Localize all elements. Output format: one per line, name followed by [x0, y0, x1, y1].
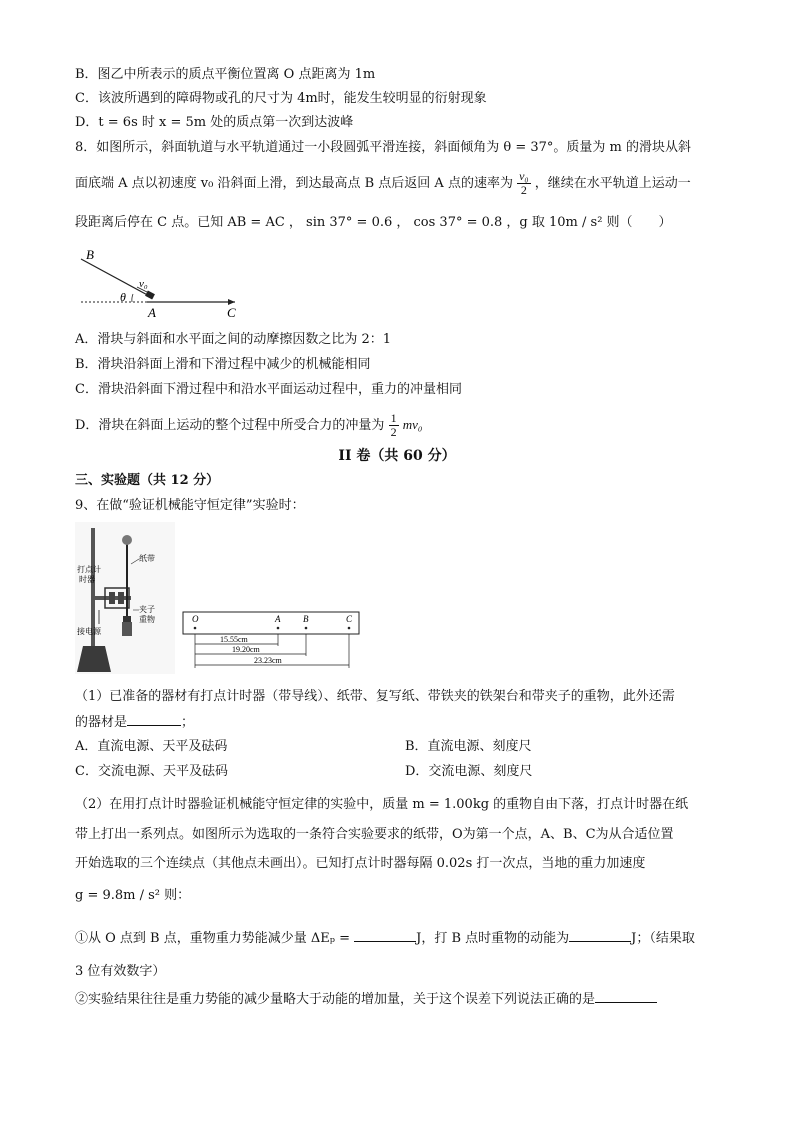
dot-o — [194, 627, 197, 630]
q9-question1 — [75, 929, 695, 948]
fraction-numerator: 1 — [390, 411, 397, 425]
label-a: A — [148, 305, 156, 320]
q9-part1-line2-text: 的器材是 — [75, 715, 128, 730]
paper-tape-diagram — [182, 608, 362, 670]
dot-b — [305, 627, 308, 630]
q8-option-a: A．滑块与斜面和水平面之间的动摩擦因数之比为 2：1 — [75, 332, 392, 347]
label-timer-1: 打点计 — [77, 565, 101, 574]
apparatus-figure — [75, 522, 175, 674]
label-power: 接电源 — [77, 627, 101, 636]
q8-stem-line2 — [75, 170, 691, 197]
q9-option-c: C．交流电源、天平及砝码 — [75, 764, 228, 779]
section-3-heading: 三、实验题（共 12 分） — [75, 473, 220, 488]
tape-strip — [183, 612, 359, 634]
q8-stem-line2-a: 面底端 A 点以初速度 v₀ 沿斜面上滑，到达最高点 B 点后返回 A 点的速率为 — [75, 176, 513, 191]
fraction-denominator: 2 — [520, 183, 527, 197]
q8-speed-fraction — [517, 170, 531, 197]
weight — [122, 622, 132, 636]
q9-question1-b: J，打 B 点时重物的动能为 — [416, 931, 570, 946]
distance-oa: 15.55cm — [220, 635, 248, 644]
label-clip: 夹子 — [139, 605, 155, 614]
q9-option-b: B．直流电源、刻度尺 — [405, 739, 532, 754]
timer-coil — [109, 592, 115, 604]
q9-part2-line2: 带上打出一系列点。如图所示为选取的一条符合实验要求的纸带，O为第一个点，A、B、C为从合适位置 — [75, 827, 674, 842]
label-point-c: C — [346, 614, 353, 624]
angle-arc — [132, 294, 133, 302]
label-timer-2: 时器 — [79, 575, 95, 584]
q9-option-a: A．直流电源、天平及砝码 — [75, 739, 228, 754]
q9-question1-continued: 3 位有效数字） — [75, 964, 166, 979]
q8-option-d-fraction — [389, 412, 399, 439]
label-b: B — [86, 247, 94, 262]
clip — [123, 616, 131, 622]
incline-figure — [75, 243, 250, 323]
q9-part2-line4: g = 9.8m / s² 则： — [75, 888, 191, 903]
answer-blank-potential-energy[interactable] — [354, 929, 416, 942]
q8-option-c: C．滑块沿斜面下滑过程中和沿水平面运动过程中，重力的冲量相同 — [75, 382, 462, 397]
q8-stem-line3: 段距离后停在 C 点。已知 AB = AC ， sin 37° = 0.6 ， cos 37° = 0.8 ，g 取 10m / s² 则（ ） — [75, 215, 672, 230]
timer-coil — [118, 592, 124, 604]
q8-stem-line2-b: ，继续在水平轨道上运动一 — [534, 176, 691, 191]
q9-intro: 9、在做“验证机械能守恒定律”实验时： — [75, 498, 305, 513]
q9-option-d: D．交流电源、刻度尺 — [405, 764, 533, 779]
q8-option-d-b: mv₀ — [402, 417, 423, 432]
label-c: C — [227, 305, 236, 320]
q8-stem-line1: 8．如图所示，斜面轨道与水平轨道通过一小段圆弧平滑连接，斜面倾角为 θ = 37°。质量为 m 的滑块从斜 — [75, 140, 692, 155]
label-point-b: B — [303, 614, 309, 624]
label-v0: v₀ — [139, 278, 148, 290]
fraction-denominator: 2 — [390, 425, 397, 439]
answer-blank-kinetic-energy[interactable] — [569, 929, 631, 942]
q9-question1-c: J；（结果取 — [631, 931, 695, 946]
dot-a — [277, 627, 280, 630]
stand-base — [77, 646, 111, 672]
label-theta: θ — [120, 290, 126, 304]
q9-part2-line1: （2）在用打点计时器验证机械能守恒定律的实验中，质量 m = 1.00kg 的重物自由下落，打点计时器在纸 — [75, 797, 689, 812]
distance-ob: 19.20cm — [232, 645, 260, 654]
hand-icon — [122, 535, 132, 545]
q9-part1-line1: （1）已准备的器材有打点计时器（带导线）、纸带、复写纸、带铁夹的铁架台和带夹子的重物，此外还需 — [75, 689, 675, 704]
q9-question2 — [75, 990, 657, 1009]
q9-part2-line3: 开始选取的三个连续点（其他点未画出）。已知打点计时器每隔 0.02s 打一次点，当地的重力加速度 — [75, 856, 646, 871]
label-point-o: O — [192, 614, 199, 624]
q7-option-c: C．该波所遇到的障碍物或孔的尺寸为 4m时，能发生较明显的衍射现象 — [75, 91, 487, 106]
q7-option-d: D．t = 6s 时 x = 5m 处的质点第一次到达波峰 — [75, 115, 354, 130]
q8-option-b: B．滑块沿斜面上滑和下滑过程中减少的机械能相同 — [75, 357, 371, 372]
answer-blank[interactable] — [595, 990, 657, 1003]
label-weight: 重物 — [139, 615, 155, 624]
distance-oc: 23.23cm — [254, 656, 282, 665]
label-tape: 纸带 — [139, 554, 155, 563]
q8-option-d — [75, 412, 422, 439]
q8-option-d-a: D．滑块在斜面上运动的整个过程中所受合力的冲量为 — [75, 418, 385, 433]
q9-question1-a: ①从 O 点到 B 点，重物重力势能减少量 ΔEₚ = — [75, 931, 350, 946]
dot-c — [348, 627, 351, 630]
q9-part1-line2 — [75, 713, 194, 732]
answer-blank[interactable] — [127, 713, 181, 726]
q9-question2-text: ②实验结果往往是重力势能的减少量略大于动能的增加量，关于这个误差下列说法正确的是 — [75, 992, 596, 1007]
fraction-numerator: v₀ — [519, 169, 529, 183]
label-point-a: A — [275, 614, 281, 624]
q7-option-b: B．图乙中所表示的质点平衡位置离 O 点距离为 1m — [75, 67, 376, 82]
q9-part1-line2-end: ； — [181, 715, 195, 730]
section-title: II 卷（共 60 分） — [338, 448, 456, 464]
